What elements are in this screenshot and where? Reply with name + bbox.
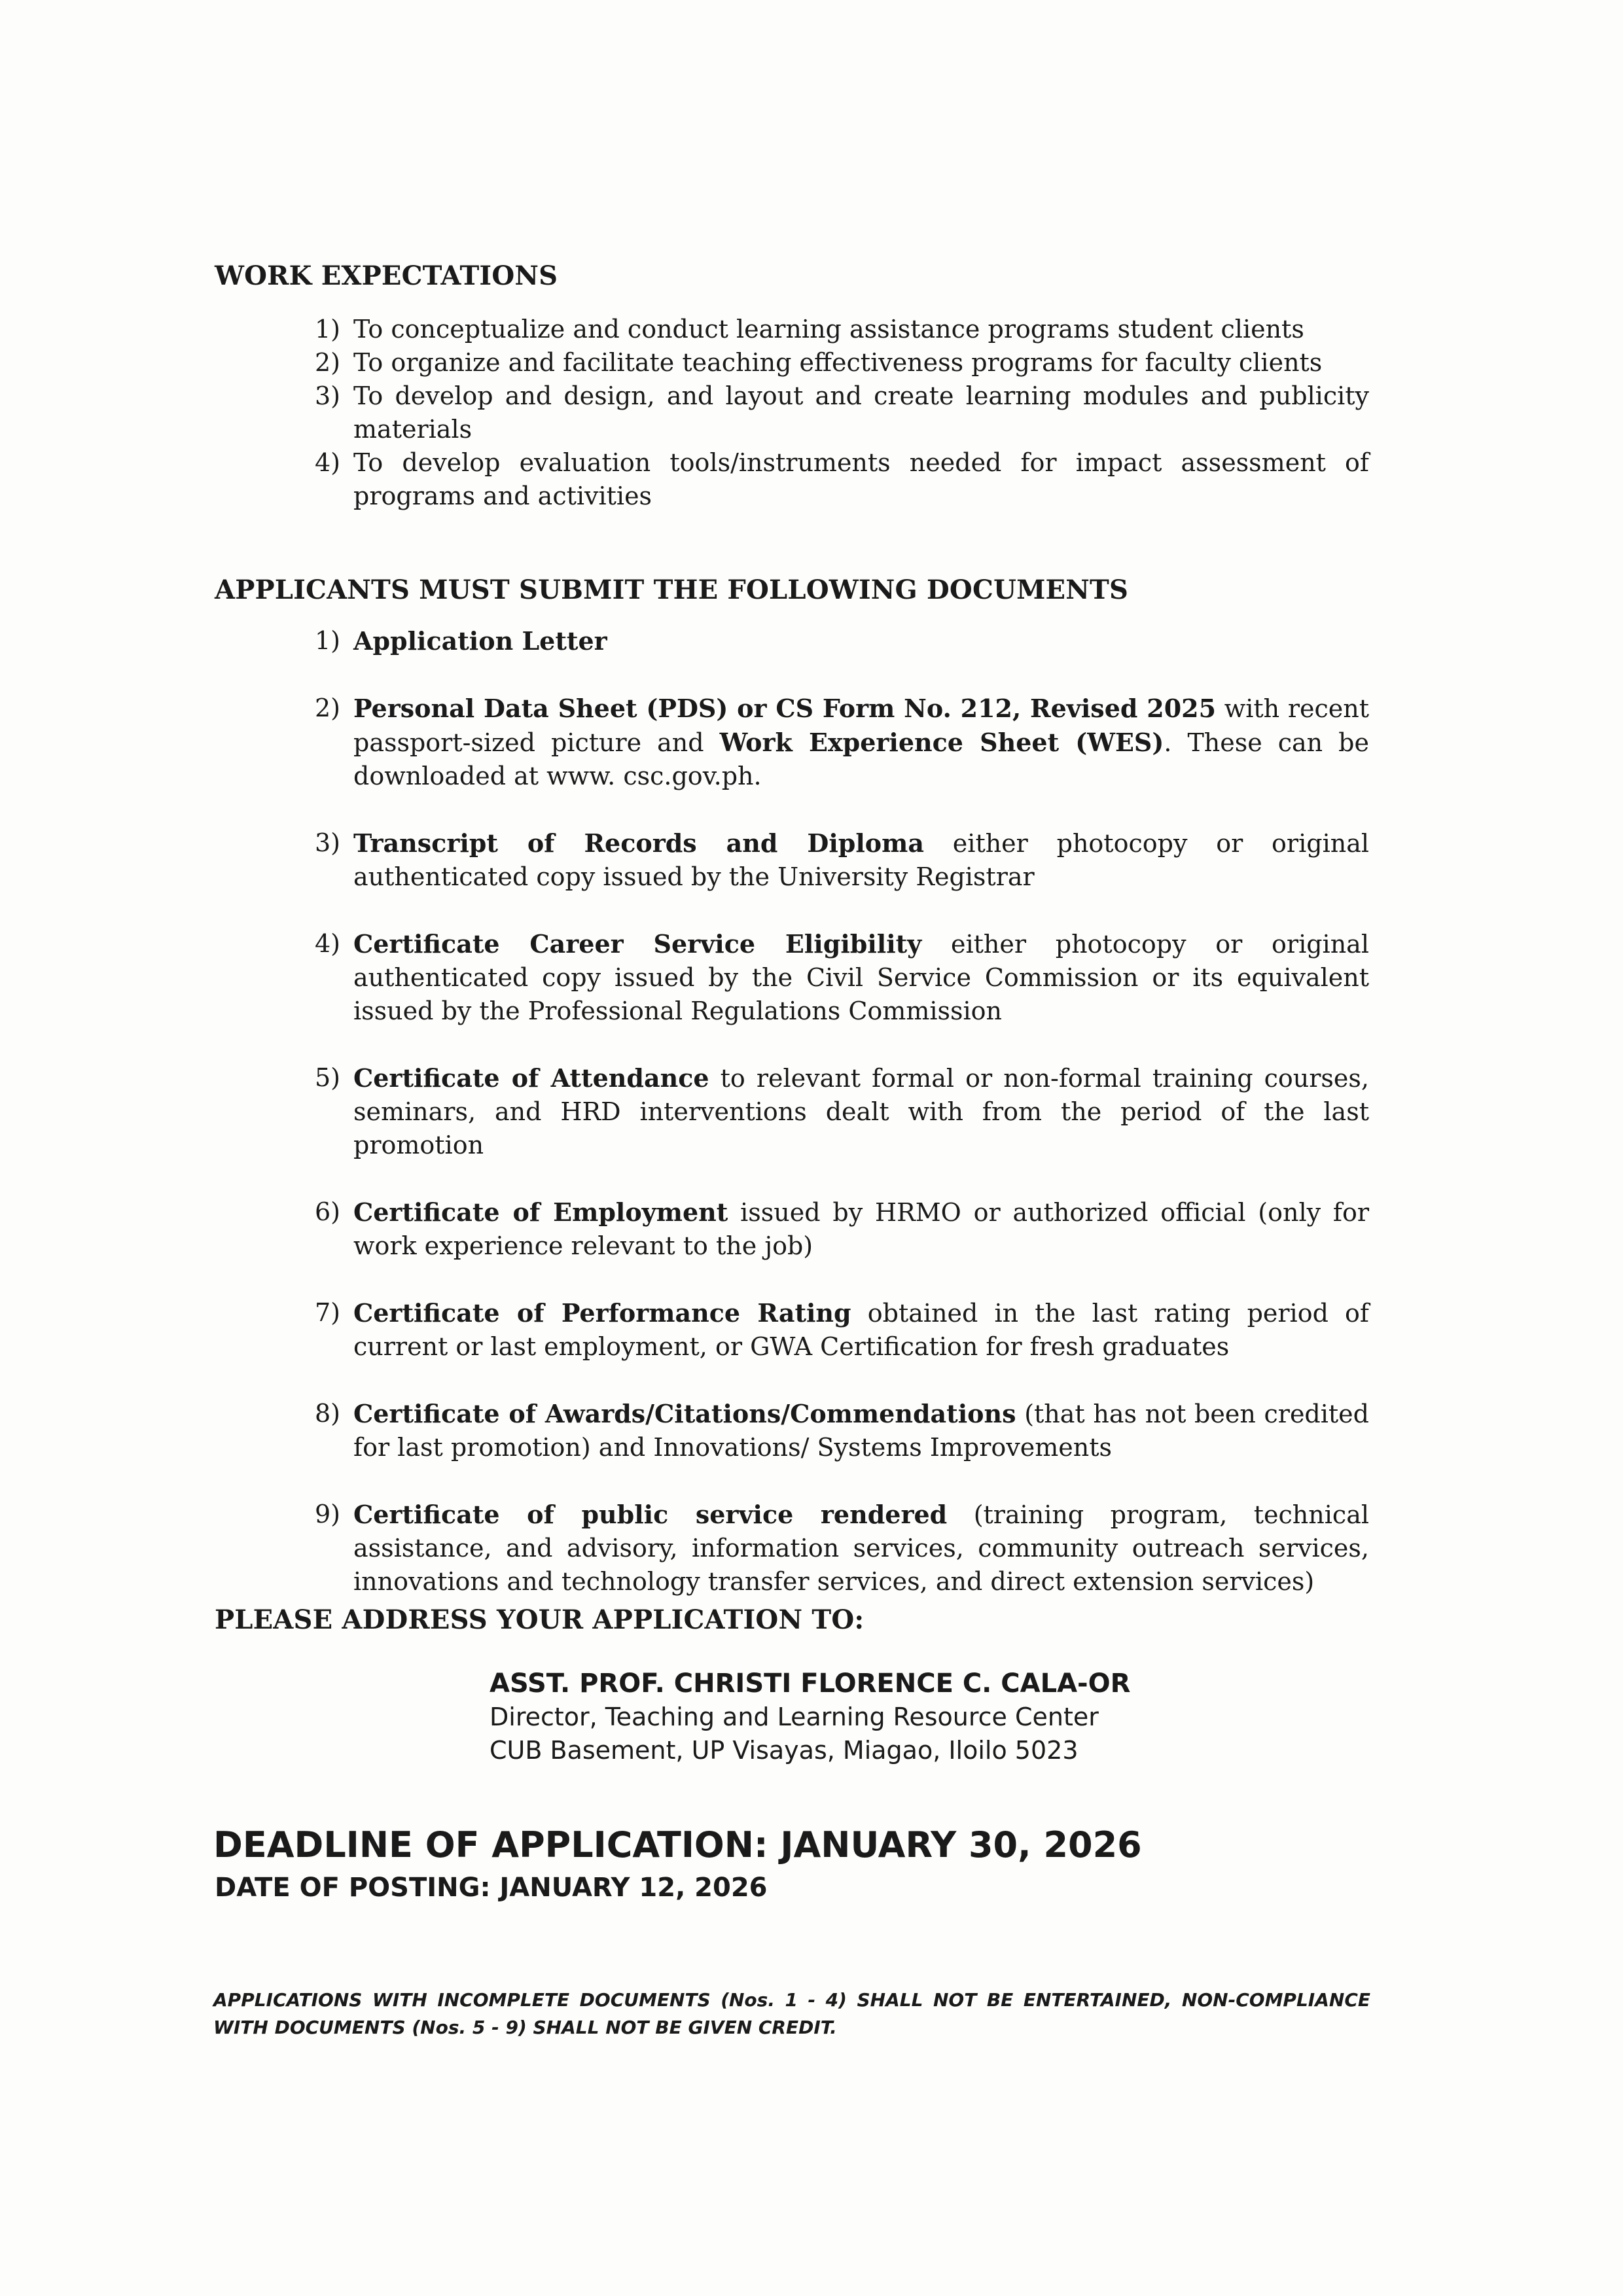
compliance-note: APPLICATIONS WITH INCOMPLETE DOCUMENTS (Nos. 1 - 4) SHALL NOT BE ENTERTAINED, NON-COMPLIANCE WITH DOCUMENTS (Nos. 5 - 9) SHALL NOT BE GIVEN CREDIT. (213, 1989, 1370, 2038)
list-item: 6) Certificate of Employment issued by HRMO or authorized official (only for work experience relevant to the job) (314, 1197, 1369, 1260)
documents-list (288, 624, 1369, 1598)
list-item: 7) Certificate of Performance Rating obtained in the last rating period of current or last employment, or GWA Certification for fresh graduates (314, 1298, 1369, 1361)
director-name: ASST. PROF. CHRISTI FLORENCE C. CALA-OR (490, 1669, 1131, 1699)
list-item: 3) To develop and design, and layout and create learning modules and publicity materials (314, 381, 1369, 444)
documents-heading: APPLICANTS MUST SUBMIT THE FOLLOWING DOCUMENTS (215, 574, 1129, 605)
list-item: 1) To conceptualize and conduct learning assistance programs student clients (314, 315, 1304, 344)
address-heading: PLEASE ADDRESS YOUR APPLICATION TO: (215, 1604, 865, 1635)
office-location: CUB Basement, UP Visayas, Miagao, Iloilo 5023 (490, 1736, 1079, 1765)
director-title: Director, Teaching and Learning Resource Center (490, 1703, 1099, 1731)
list-item: 1) Application Letter (314, 626, 607, 656)
posting-date: DATE OF POSTING: JANUARY 12, 2026 (215, 1873, 768, 1903)
list-item: 2) To organize and facilitate teaching effectiveness programs for faculty clients (314, 348, 1323, 377)
list-item: 9) Certificate of public service rendered (training program, technical assistance, and advisory, information services, community outreach services, innovations and technology transfer services, and direct extension services) (314, 1500, 1369, 1596)
work-expectations-heading: WORK EXPECTATIONS (215, 260, 558, 291)
work-expectations-list (288, 313, 1369, 513)
list-item: 4) To develop evaluation tools/instruments needed for impact assessment of programs and activities (314, 448, 1369, 510)
list-item: 2) Personal Data Sheet (PDS) or CS Form No. 212, Revised 2025 with recent passport-sized picture and Work Experience Sheet (WES). These can be downloaded at www. csc.gov.ph. (314, 694, 1369, 790)
list-item: 4) Certificate Career Service Eligibility either photocopy or original authenticated copy issued by the Civil Service Commission or its equivalent issued by the Professional Regulations Commission (314, 929, 1369, 1025)
deadline-heading: DEADLINE OF APPLICATION: JANUARY 30, 2026 (213, 1824, 1142, 1865)
list-item: 3) Transcript of Records and Diploma either photocopy or original authenticated copy issued by the University Registrar (314, 828, 1370, 891)
address-block (490, 1667, 1130, 1767)
list-item: 5) Certificate of Attendance to relevant formal or non-formal training courses, seminars, and HRD interventions dealt with from the period of the last promotion (314, 1063, 1369, 1159)
list-item: 8) Certificate of Awards/Citations/Commendations (that has not been credited for last promotion) and Innovations/ Systems Improvements (314, 1399, 1369, 1462)
